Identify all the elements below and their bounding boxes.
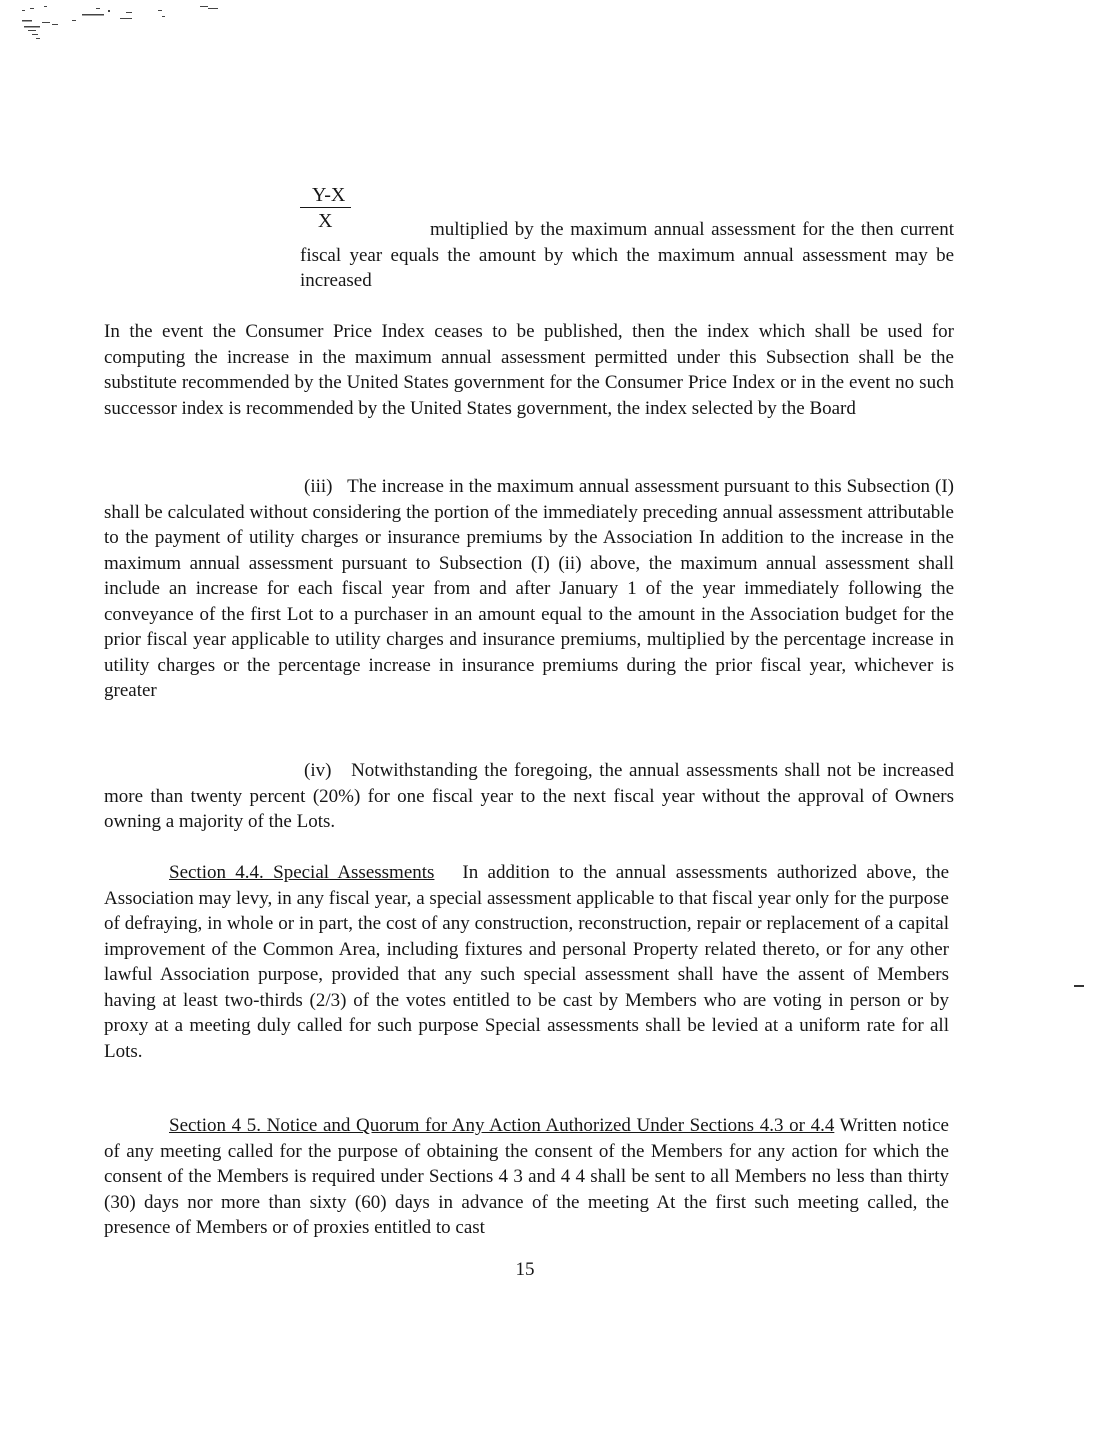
item-iv-paragraph [104, 758, 954, 835]
item-iii-label: (iii) [304, 476, 333, 497]
section-4-5-text: Written notice of any meeting called for the purpose of obtaining the consent of the Members for any action for which the consent of the Members is required under Sections 4 3 and 4 4 shall be sent to all Members no less than thirty (30) days nor more than sixty (60) days in advance of the meeting At the first such meeting called, the presence of Members or of proxies entitled to cast [104, 1115, 949, 1238]
item-iii-paragraph [104, 474, 954, 704]
scan-artifact-dash [1074, 985, 1084, 987]
section-4-4-paragraph [104, 860, 949, 1064]
item-iv-text: Notwithstanding the foregoing, the annual assessments shall not be increased more than twenty percent (20%) for one fiscal year to the next fiscal year without the approval of Owners owning a majority of the Lots. [104, 760, 954, 832]
section-4-5-heading: Section 4 5. Notice and Quorum for Any Action Authorized Under Sections 4.3 or 4.4 [169, 1115, 835, 1136]
formula-text: multiplied by the maximum annual assessment for the then current fiscal year equals the amount by which the maximum annual assessment may be increased [300, 219, 954, 291]
formula-denominator: X [318, 209, 333, 232]
section-4-4-heading: Section 4.4. Special Assessments [169, 862, 435, 883]
section-4-5-paragraph [104, 1113, 949, 1241]
item-iii-text: The increase in the maximum annual assessment pursuant to this Subsection (I) shall be calculated without considering the portion of the immediately preceding annual assessment attributable to the payment of utility charges or insurance premiums by the Association In addition to the increase in the maximum annual assessment pursuant to Subsection (I) (ii) above, the maximum annual assessment shall include an increase for each fiscal year from and after January 1 of the year immediately following the conveyance of the first Lot to a purchaser in an amount equal to the amount in the Association budget for the prior fiscal year applicable to utility charges and insurance premiums, multiplied by the percentage increase in utility charges or the percentage increase in insurance premiums during the prior fiscal year, whichever is greater [104, 476, 954, 701]
page-number: 15 [515, 1259, 535, 1280]
scan-artifact-marks [22, 4, 272, 50]
formula-numerator: Y-X [300, 183, 351, 208]
section-4-4-text: In addition to the annual assessments authorized above, the Association may levy, in any fiscal year, a special assessment applicable to that fiscal year only for the purpose of defraying, in whole or in part, the cost of any construction, reconstruction, repair or replacement of a capital improvement of the Common Area, including fixtures and personal Property related thereto, or for any other lawful Association purpose, provided that any such special assessment shall have the assent of Members having at least two-thirds (2/3) of the votes entitled to be cast by Members who are voting in person or by proxy at a meeting duly called for such purpose Special assessments shall be levied at a uniform rate for all Lots. [104, 862, 949, 1062]
cpi-substitute-paragraph: In the event the Consumer Price Index ceases to be published, then the index which shall be used for computing the increase in the maximum annual assessment permitted under this Subsection shall be the substitute recommended by the United States government for the Consumer Price Index or in the event no such successor index is recommended by the United States government, the index selected by the Board [104, 321, 954, 419]
item-iv-label: (iv) [304, 760, 332, 781]
